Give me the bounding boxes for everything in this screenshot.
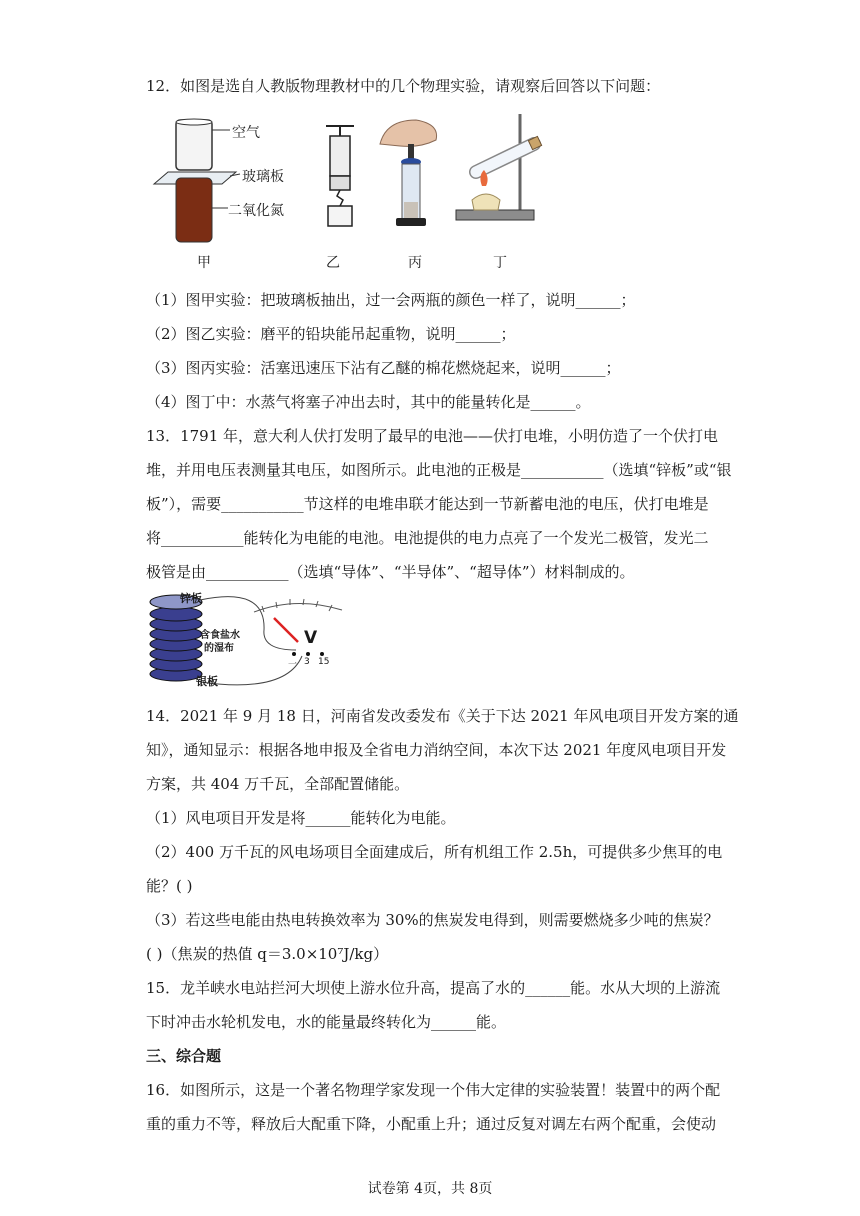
q12-item-1: （1）图甲实验：把玻璃板抽出，过一会两瓶的颜色一样了，说明______； [146, 291, 636, 309]
caption-bing: 丙 [408, 255, 422, 271]
caption-ding: 丁 [493, 255, 507, 271]
q13-line-1: 13．1791 年，意大利人伏打发明了最早的电池——伏打电堆，小明仿造了一个伏打电 [146, 427, 719, 445]
label-no2: 二氧化氮 [228, 203, 284, 219]
label-cloth-2: 的湿布 [204, 643, 234, 654]
q14-item-1: （1）风电项目开发是将______能转化为电能。 [146, 809, 456, 827]
figure-ding [450, 108, 550, 226]
q16-line-2: 重的重力不等，释放后大配重下降，小配重上升；通过反复对调左右两个配重，会使动 [146, 1115, 717, 1133]
page-footer: 试卷第 4页，共 8页 [367, 1181, 493, 1197]
terminal-3: 3 [304, 657, 310, 667]
q13-line-4: 将___________能转化为电能的电池。电池提供的电力点亮了一个发光二极管，发光二 [146, 529, 709, 547]
q14-line-3: 方案，共 404 万千瓦，全部配置储能。 [146, 775, 410, 793]
label-glass: 玻璃板 [242, 169, 284, 185]
q16-line-1: 16．如图所示，这是一个著名物理学家发现一个伟大定律的实验装置！装置中的两个配 [146, 1081, 721, 1099]
q15-line-2: 下时冲击水轮机发电，水的能量最终转化为______能。 [146, 1013, 507, 1031]
terminal-minus: 一 [288, 660, 298, 670]
label-cloth-1: 含食盐水 [200, 630, 240, 641]
q14-line-1: 14．2021 年 9 月 18 日，河南省发改委发布《关于下达 2021 年风电项目开发方案的通 [146, 707, 739, 725]
q13-line-5: 极管是由___________（选填“导体”、“半导体”、“超导体”）材料制成的。 [146, 563, 635, 581]
label-zinc: 锌板 [180, 592, 202, 605]
q12-item-4: （4）图丁中：水蒸气将塞子冲出去时，其中的能量转化是______。 [146, 393, 591, 411]
q15-line-1: 15．龙羊峡水电站拦河大坝使上游水位升高，提高了水的______能。水从大坝的上游流 [146, 979, 721, 997]
section-title: 三、综合题 [146, 1047, 222, 1065]
figure-voltaic-pile [146, 590, 362, 694]
figure-yi [320, 122, 360, 232]
q14-line-2: 知》，通知显示：根据各地申报及全省电力消纳空间，本次下达 2021 年度风电项目开发 [146, 741, 727, 759]
voltmeter-symbol: V [304, 628, 318, 648]
q14-item-2: （2）400 万千瓦的风电场项目全面建成后，所有机组工作 2.5h，可提供多少焦耳的电 [146, 843, 723, 861]
q12-item-3: （3）图丙实验：活塞迅速压下沾有乙醚的棉花燃烧起来，说明______； [146, 359, 621, 377]
label-air: 空气 [232, 125, 260, 141]
caption-jia: 甲 [197, 255, 211, 271]
q13-line-2: 堆，并用电压表测量其电压，如图所示。此电池的正极是___________（选填“锌板”或“银 [146, 461, 732, 479]
q12-stem: 12．如图是选自人教版物理教材中的几个物理实验，请观察后回答以下问题： [146, 77, 661, 95]
q14-item-3: （3）若这些电能由热电转换效率为 30%的焦炭发电得到，则需要燃烧多少吨的焦炭？ [146, 911, 719, 929]
q13-line-3: 板”），需要___________节这样的电堆串联才能达到一节新蓄电池的电压，伏打电堆是 [146, 495, 709, 513]
figure-bing [376, 110, 446, 234]
caption-yi: 乙 [326, 255, 340, 271]
q14-item-2-answer: 能？( ) [146, 877, 193, 895]
label-silver: 银板 [196, 675, 218, 688]
q14-item-3-answer: ( )（焦炭的热值 q＝3.0×10⁷J/kg） [146, 945, 389, 963]
q12-item-2: （2）图乙实验：磨平的铅块能吊起重物，说明______； [146, 325, 516, 343]
terminal-15: 15 [318, 657, 330, 667]
